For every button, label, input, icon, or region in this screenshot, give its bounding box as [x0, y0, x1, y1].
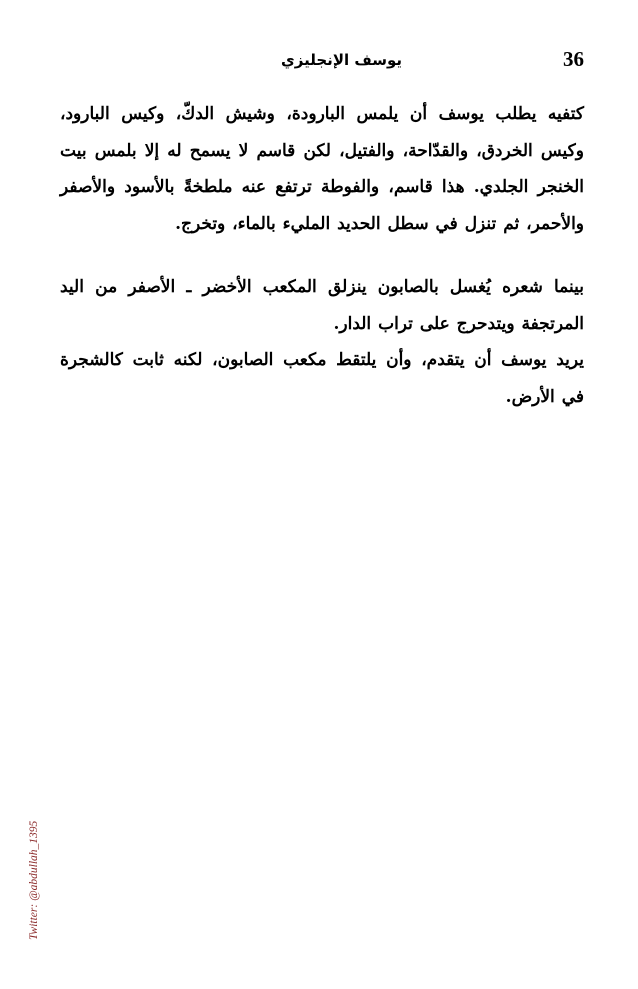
paragraph-1: كتفيه يطلب يوسف أن يلمس البارودة، وشيش الدكّ، وكيس البارود، وكيس الخردق، والقدّاحة، والفتيل، لكن قاسم لا يسمح له إلا بلمس بيت الخنجر الجلدي. هذا قاسم، والفوطة ترتفع عنه ملطخةً بالأسود والأصفر والأحمر، ثم تنزل في سطل الحديد المليء بالماء، وتخرج. — [60, 104, 584, 234]
twitter-watermark: Twitter: @abdullah_1395 — [28, 820, 40, 940]
paragraph-3: يريد يوسف أن يتقدم، وأن يلتقط مكعب الصابون، لكنه ثابت كالشجرة في الأرض. — [60, 350, 584, 407]
paragraph-2: بينما شعره يُغسل بالصابون ينزلق المكعب الأخضر ـ الأصفر من اليد المرتجفة ويتدحرج على تراب الدار. — [60, 277, 584, 334]
page-header — [60, 46, 584, 76]
page-number: 36 — [563, 47, 584, 71]
running-title: يوسف الإنجليزي — [281, 51, 402, 69]
body-text — [60, 96, 584, 415]
